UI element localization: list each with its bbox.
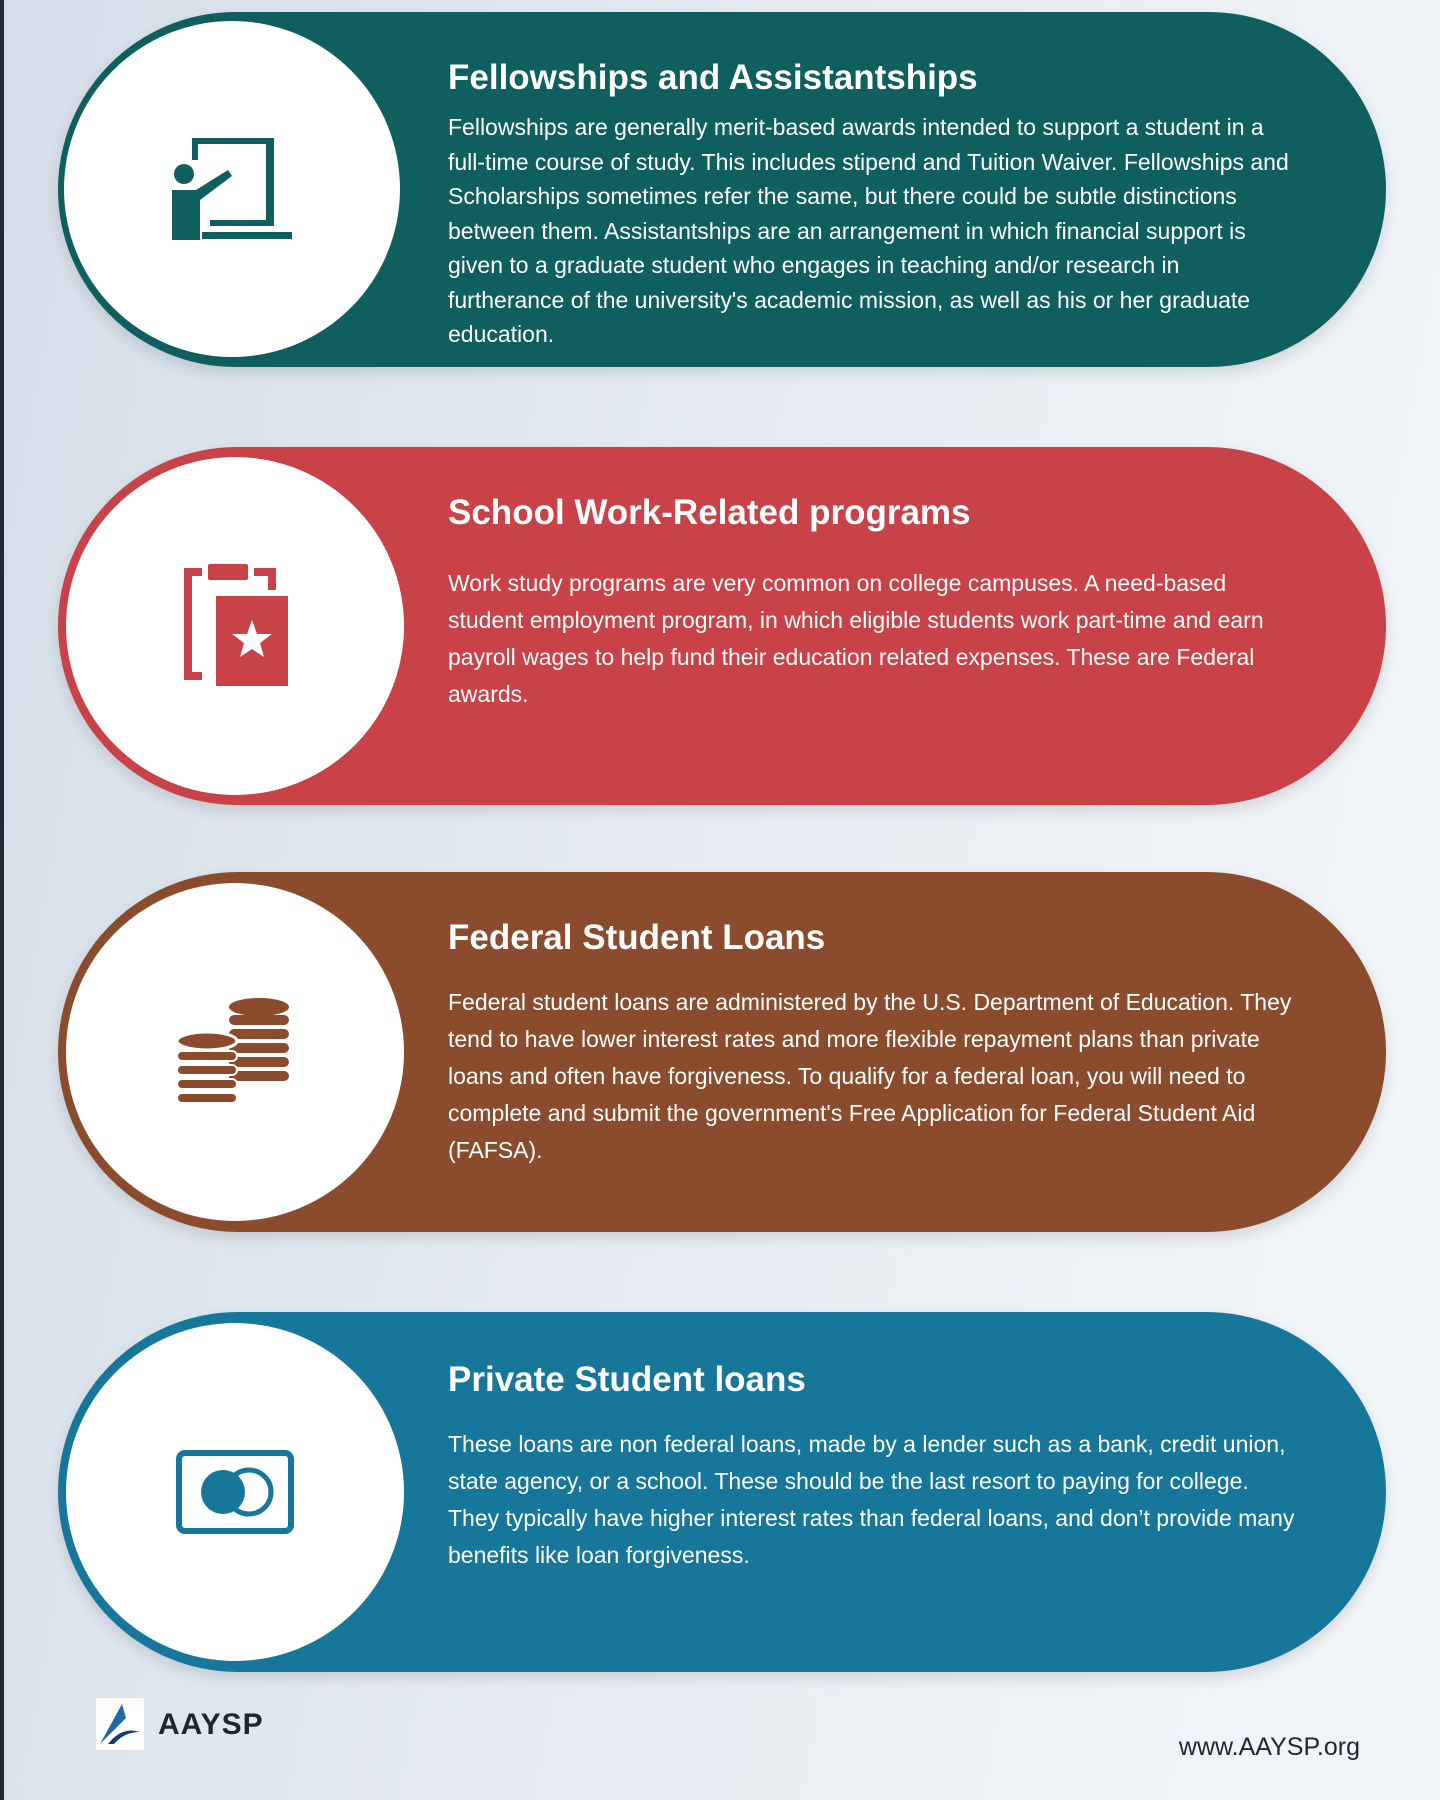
footer-brand: AAYSP xyxy=(158,1708,264,1741)
teacher-board-icon xyxy=(168,134,296,244)
work-programs-icon-circle xyxy=(66,457,404,795)
fellowships-icon-circle xyxy=(64,21,400,357)
footer-url[interactable]: www.AAYSP.org xyxy=(1178,1733,1360,1761)
fellowships-description: Fellowships are generally merit-based awards intended to support a student in a full-time course of study. This includes stipend and Tuition Waiver. Fellowships and Scholarships sometimes refer the same, but there could be subtle distinctions between them. Assistantships are an arrangement in which financial support is given to a graduate student who engages in teaching and/or research in furtherance of the university's academic mission, as well as his or her graduate education. xyxy=(448,114,1289,347)
private-loans-card xyxy=(58,1312,1386,1672)
fellowships-card xyxy=(58,12,1386,367)
private-loans-description: These loans are non federal loans, made by a lender such as a bank, credit union, state agency, or a school. These should be the last resort to paying for college. They typically have higher interest rates than federal loans, and don’t provide many benefits like loan forgiveness. xyxy=(448,1431,1295,1568)
federal-loans-icon-circle xyxy=(66,883,404,1221)
page-left-border xyxy=(0,0,4,1800)
work-programs-description: Work study programs are very common on college campuses. A need-based student employment program, in which eligible students work part-time and earn payroll wages to help fund their education related expenses. These are Federal awards. xyxy=(448,570,1264,707)
aaysp-logo-icon xyxy=(96,1698,144,1750)
private-loans-icon-circle xyxy=(66,1323,404,1661)
clipboard-star-icon xyxy=(180,564,290,688)
federal-loans-description: Federal student loans are administered by the U.S. Department of Education. They tend to have lower interest rates and more flexible repayment plans than private loans and often have forgiveness. To qualify for a federal loan, you will need to complete and submit the government's Free Application for Federal Student Aid (FAFSA). xyxy=(448,989,1292,1163)
work-programs-title: School Work-Related programs xyxy=(448,493,971,532)
fellowships-title: Fellowships and Assistantships xyxy=(448,58,978,97)
federal-loans-card xyxy=(58,872,1386,1232)
federal-loans-title: Federal Student Loans xyxy=(448,918,826,957)
work-programs-card xyxy=(58,447,1386,805)
coin-stacks-icon xyxy=(175,997,295,1107)
credit-card-icon xyxy=(175,1449,295,1535)
private-loans-title: Private Student loans xyxy=(448,1360,806,1399)
